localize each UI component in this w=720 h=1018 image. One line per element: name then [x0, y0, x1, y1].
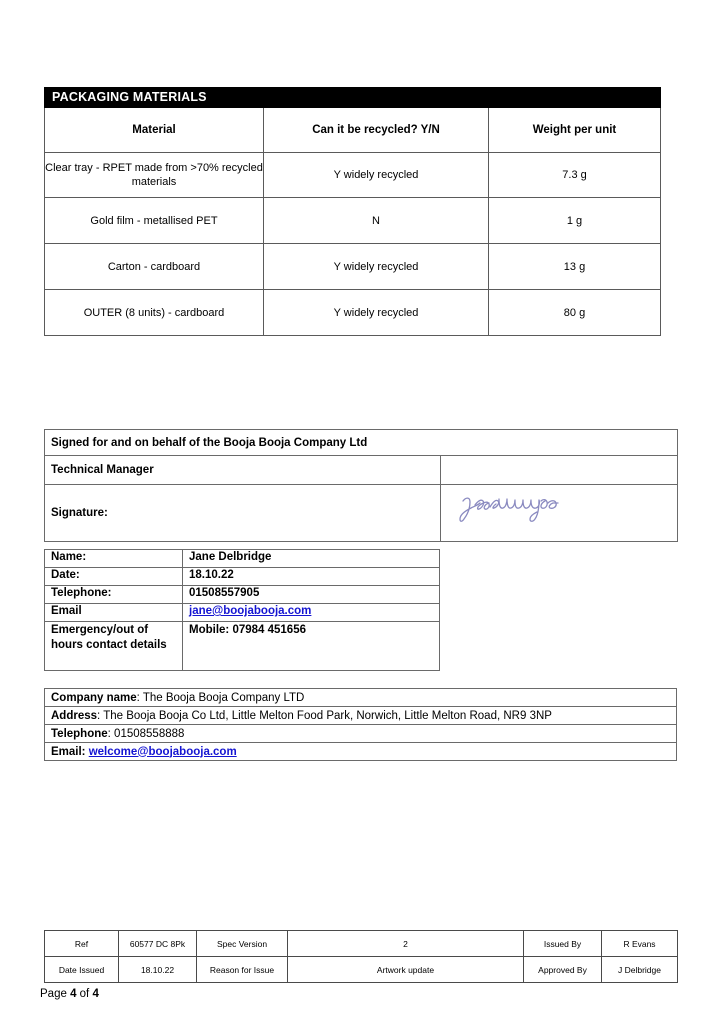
- table-row: [45, 586, 440, 604]
- footer-issued-label: Issued By: [524, 931, 602, 957]
- contact-value-telephone: 01508557905: [183, 586, 440, 604]
- cell-material: OUTER (8 units) - cardboard: [45, 290, 264, 336]
- signoff-heading-row: [45, 430, 678, 456]
- company-name-label: Company name: [51, 691, 137, 704]
- table-row: [45, 568, 440, 586]
- page-number-prefix: Page: [40, 988, 71, 1000]
- contact-label-emergency: Emergency/out of hours contact details: [45, 622, 183, 671]
- table-row: [45, 707, 677, 725]
- cell-weight: 7.3 g: [489, 153, 661, 198]
- cell-material: Gold film - metallised PET: [45, 198, 264, 244]
- cell-recyclable: Y widely recycled: [264, 153, 489, 198]
- company-name-value: The Booja Booja Company LTD: [142, 691, 305, 704]
- table-row: [45, 931, 678, 957]
- cell-recyclable: Y widely recycled: [264, 290, 489, 336]
- cell-recyclable: N: [264, 198, 489, 244]
- table-row: [45, 198, 661, 244]
- packaging-title-row: [45, 88, 661, 108]
- company-email-label: Email:: [51, 745, 86, 758]
- email-link-welcome[interactable]: welcome@boojabooja.com: [88, 745, 237, 758]
- table-row: [45, 550, 440, 568]
- packaging-materials-table: [44, 87, 660, 336]
- company-address-value: The Booja Booja Co Ltd, Little Melton Food Park, Norwich, Little Melton Road, NR9 3NP: [103, 709, 552, 722]
- table-row: [45, 743, 677, 761]
- company-name-separator: :: [136, 691, 143, 704]
- page-number-total: 4: [92, 988, 99, 1000]
- footer-ref-label: Ref: [45, 931, 119, 957]
- footer-spec-label: Spec Version: [197, 931, 288, 957]
- company-telephone-row: [45, 725, 677, 743]
- signature-field[interactable]: [441, 485, 678, 542]
- footer-date-value: 18.10.22: [119, 957, 197, 983]
- contact-value-name: Jane Delbridge: [183, 550, 440, 568]
- contact-value-email: [183, 604, 440, 622]
- cell-material: Carton - cardboard: [45, 244, 264, 290]
- column-header-recyclable: Can it be recycled? Y/N: [264, 108, 489, 153]
- footer-approved-label: Approved By: [524, 957, 602, 983]
- company-address-separator: :: [97, 709, 104, 722]
- packaging-section-title: PACKAGING MATERIALS: [52, 90, 207, 104]
- signature-label: Signature:: [45, 485, 441, 542]
- company-details-table: [44, 688, 677, 761]
- company-telephone-label: Telephone: [51, 727, 108, 740]
- contact-label-email: Email: [45, 604, 183, 622]
- column-header-weight: Weight per unit: [489, 108, 661, 153]
- contact-details-table: [44, 549, 440, 671]
- cell-weight: 80 g: [489, 290, 661, 336]
- signoff-role-row: [45, 456, 678, 485]
- signoff-table: [44, 429, 677, 542]
- signoff-role-blank: [441, 456, 678, 485]
- cell-recyclable: Y widely recycled: [264, 244, 489, 290]
- footer-date-label: Date Issued: [45, 957, 119, 983]
- contact-label-date: Date:: [45, 568, 183, 586]
- table-row: [45, 244, 661, 290]
- cell-material: Clear tray - RPET made from >70% recycled materials: [45, 153, 264, 198]
- handwritten-signature-icon: [457, 489, 567, 527]
- cell-weight: 1 g: [489, 198, 661, 244]
- page-number-middle: of: [76, 988, 93, 1000]
- footer-ref-value: 60577 DC 8Pk: [119, 931, 197, 957]
- footer-reason-value: Artwork update: [288, 957, 524, 983]
- table-row: [45, 957, 678, 983]
- contact-label-telephone: Telephone:: [45, 586, 183, 604]
- company-name-row: [45, 689, 677, 707]
- footer-reason-label: Reason for Issue: [197, 957, 288, 983]
- page-number-current: 4: [70, 988, 77, 1000]
- packaging-header-row: [45, 108, 661, 153]
- signoff-role: Technical Manager: [45, 456, 441, 485]
- packaging-section-header: [45, 88, 661, 108]
- company-telephone-separator: :: [107, 727, 115, 740]
- page-number: [40, 988, 99, 1000]
- contact-value-emergency: Mobile: 07984 451656: [183, 622, 440, 671]
- cell-weight: 13 g: [489, 244, 661, 290]
- company-address-label: Address: [51, 709, 98, 722]
- table-row: [45, 604, 440, 622]
- table-row: [45, 290, 661, 336]
- footer-issued-value: R Evans: [602, 931, 678, 957]
- company-email-row: [45, 743, 677, 761]
- table-row: [45, 725, 677, 743]
- revision-footer-table: [44, 930, 677, 983]
- company-address-row: [45, 707, 677, 725]
- table-row: [45, 153, 661, 198]
- email-link-jane[interactable]: jane@boojabooja.com: [189, 605, 312, 617]
- signature-row: [45, 485, 678, 542]
- table-row: [45, 622, 440, 671]
- table-row: [45, 689, 677, 707]
- company-telephone-value: 01508558888: [114, 727, 185, 740]
- footer-approved-value: J Delbridge: [602, 957, 678, 983]
- column-header-material: Material: [45, 108, 264, 153]
- contact-value-date: 18.10.22: [183, 568, 440, 586]
- signoff-heading: Signed for and on behalf of the Booja Booja Company Ltd: [45, 430, 678, 456]
- footer-spec-value: 2: [288, 931, 524, 957]
- contact-label-name: Name:: [45, 550, 183, 568]
